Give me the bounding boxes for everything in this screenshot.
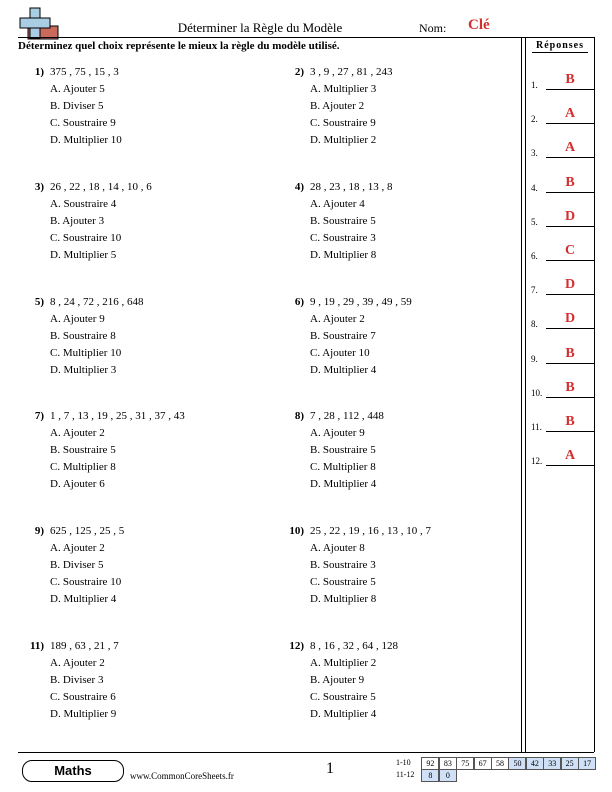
footer-divider xyxy=(18,752,594,753)
name-label: Nom: xyxy=(419,21,447,35)
worksheet-title: Déterminer la Règle du Modèle xyxy=(177,20,343,35)
option-d: D. Ajouter 6 xyxy=(50,478,105,490)
answer-number: 3. xyxy=(531,148,538,159)
option-c: C. Soustraire 5 xyxy=(310,576,376,588)
option-b: B. Ajouter 2 xyxy=(310,100,365,112)
option-d: D. Multiplier 4 xyxy=(310,478,377,490)
option-a: A. Multiplier 2 xyxy=(310,657,377,669)
question-1 xyxy=(22,64,262,154)
answer-number: 5. xyxy=(531,216,538,227)
question-7 xyxy=(22,408,262,498)
answer-line xyxy=(546,465,594,466)
score-row xyxy=(396,769,596,781)
question-sequence: 1 , 7 , 13 , 19 , 25 , 31 , 37 , 43 xyxy=(50,410,185,422)
question-number: 2) xyxy=(294,66,304,78)
option-b: B. Soustraire 8 xyxy=(50,330,116,342)
question-5 xyxy=(22,294,262,384)
score-cell: 50 xyxy=(508,757,526,770)
answer-line xyxy=(546,294,594,295)
answer-value: A xyxy=(564,448,576,464)
option-c: C. Soustraire 10 xyxy=(50,576,122,588)
answer-number: 9. xyxy=(531,353,538,364)
answer-number: 2. xyxy=(531,114,538,125)
option-b: B. Diviser 3 xyxy=(50,674,104,686)
subject-badge: Maths xyxy=(22,760,124,782)
option-a: A. Ajouter 2 xyxy=(310,313,365,325)
option-d: D. Multiplier 10 xyxy=(50,134,122,146)
question-sequence: 189 , 63 , 21 , 7 xyxy=(50,640,119,652)
score-cell: 75 xyxy=(456,757,474,770)
instructions: Déterminez quel choix représente le mieux la règle du modèle utilisé. xyxy=(18,40,340,52)
option-list xyxy=(310,425,376,493)
question-sequence: 7 , 28 , 112 , 448 xyxy=(310,410,384,422)
question-4 xyxy=(282,179,522,269)
question-number: 12) xyxy=(289,640,304,652)
answer-number: 1. xyxy=(531,80,538,90)
option-c: C. Soustraire 9 xyxy=(50,117,116,129)
option-c: C. Ajouter 10 xyxy=(310,347,370,359)
answer-row-9 xyxy=(531,346,597,366)
option-c: C. Multiplier 10 xyxy=(50,347,122,359)
option-d: D. Multiplier 3 xyxy=(50,364,117,376)
option-list xyxy=(50,81,122,149)
answer-row-4 xyxy=(531,175,597,195)
score-cell: 58 xyxy=(491,757,509,770)
option-list xyxy=(50,311,121,379)
answer-value: B xyxy=(565,72,575,87)
answer-line xyxy=(546,328,594,329)
score-cell: 67 xyxy=(474,757,492,770)
question-number: 7) xyxy=(34,410,44,422)
answer-number: 7. xyxy=(531,285,538,296)
answer-line xyxy=(546,123,594,124)
question-number: 11) xyxy=(29,640,44,652)
question-number: 8) xyxy=(294,410,304,422)
answer-line xyxy=(546,192,594,193)
option-d: D. Multiplier 2 xyxy=(310,134,377,146)
score-cell: 42 xyxy=(526,757,544,770)
option-c: C. Soustraire 9 xyxy=(310,117,376,129)
answer-value: B xyxy=(565,414,575,429)
option-b: B. Soustraire 3 xyxy=(310,559,376,571)
option-b: B. Ajouter 9 xyxy=(310,674,365,686)
score-cell: 92 xyxy=(421,757,439,770)
score-cell: 25 xyxy=(561,757,579,770)
question-sequence: 625 , 125 , 25 , 5 xyxy=(50,525,125,537)
option-b: B. Soustraire 5 xyxy=(310,444,376,456)
option-list xyxy=(50,196,121,264)
option-b: B. Ajouter 3 xyxy=(50,215,105,227)
option-b: B. Diviser 5 xyxy=(50,100,104,112)
option-list xyxy=(50,540,121,608)
score-table xyxy=(396,757,596,781)
option-a: A. Ajouter 4 xyxy=(310,198,365,210)
question-2 xyxy=(282,64,522,154)
question-number: 1) xyxy=(34,66,44,78)
answer-row-3 xyxy=(531,140,597,160)
option-a: A. Ajouter 8 xyxy=(310,542,365,554)
answer-value: A xyxy=(564,106,576,122)
option-b: B. Soustraire 7 xyxy=(310,330,376,342)
option-d: D. Multiplier 4 xyxy=(50,593,117,605)
answer-row-10 xyxy=(531,380,597,400)
question-sequence: 375 , 75 , 15 , 3 xyxy=(50,66,119,78)
answer-line xyxy=(546,89,594,90)
question-sequence: 26 , 22 , 18 , 14 , 10 , 6 xyxy=(50,181,152,193)
option-a: A. Soustraire 4 xyxy=(50,198,117,210)
score-cell: 0 xyxy=(439,769,457,782)
option-list xyxy=(50,425,116,493)
question-8 xyxy=(282,408,522,498)
option-d: D. Multiplier 8 xyxy=(310,593,377,605)
score-cell: 33 xyxy=(543,757,561,770)
option-d: D. Multiplier 8 xyxy=(310,249,377,261)
question-sequence: 8 , 16 , 32 , 64 , 128 xyxy=(310,640,398,652)
question-sequence: 8 , 24 , 72 , 216 , 648 xyxy=(50,296,144,308)
option-a: A. Ajouter 5 xyxy=(50,83,105,95)
answer-row-2 xyxy=(531,106,597,126)
score-cell: 8 xyxy=(421,769,439,782)
score-row-label: 1-10 xyxy=(396,758,411,767)
option-d: D. Multiplier 4 xyxy=(310,708,377,720)
answer-row-7 xyxy=(531,277,597,297)
option-list xyxy=(310,540,376,608)
answer-value: B xyxy=(565,174,575,190)
answer-row-5 xyxy=(531,209,597,229)
option-list xyxy=(50,655,116,723)
answer-number: 8. xyxy=(531,319,538,330)
column-divider-inner xyxy=(525,37,526,752)
answer-line xyxy=(546,397,594,398)
answer-value: C xyxy=(564,243,576,258)
option-a: A. Ajouter 9 xyxy=(50,313,105,325)
answer-number: 12. xyxy=(531,456,543,467)
score-row xyxy=(396,757,596,769)
option-a: A. Ajouter 9 xyxy=(310,427,365,439)
answer-number: 10. xyxy=(531,387,543,398)
question-number: 6) xyxy=(294,296,304,308)
answer-row-6 xyxy=(531,243,597,263)
site-url: www.CommonCoreSheets.fr xyxy=(130,771,234,781)
answer-line xyxy=(546,226,594,227)
question-number: 3) xyxy=(34,181,44,193)
answer-number: 4. xyxy=(531,182,538,193)
answer-line xyxy=(546,260,594,261)
answer-number: 11. xyxy=(531,422,542,432)
question-10 xyxy=(282,523,522,613)
option-d: D. Multiplier 9 xyxy=(50,708,117,720)
answers-title: Réponses xyxy=(529,40,591,51)
answer-line xyxy=(546,363,594,364)
option-c: C. Multiplier 8 xyxy=(310,461,376,473)
score-row-label: 11-12 xyxy=(396,770,415,779)
answer-row-12 xyxy=(531,448,597,468)
answer-value: A xyxy=(564,140,576,156)
option-list xyxy=(310,311,376,379)
answer-line xyxy=(546,431,594,432)
question-sequence: 28 , 23 , 18 , 13 , 8 xyxy=(310,181,393,193)
question-number: 9) xyxy=(34,525,44,537)
question-sequence: 9 , 19 , 29 , 39 , 49 , 59 xyxy=(310,296,412,308)
question-sequence: 25 , 22 , 19 , 16 , 13 , 10 , 7 xyxy=(310,525,431,537)
answer-number: 6. xyxy=(531,251,538,261)
option-c: C. Soustraire 3 xyxy=(310,232,376,244)
option-a: A. Multiplier 3 xyxy=(310,83,377,95)
option-c: C. Soustraire 5 xyxy=(310,691,376,703)
option-b: B. Diviser 5 xyxy=(50,559,104,571)
score-cell: 83 xyxy=(439,757,457,770)
name-value: Clé xyxy=(468,17,490,33)
option-a: A. Ajouter 2 xyxy=(50,427,105,439)
option-list xyxy=(310,196,376,264)
header-divider xyxy=(18,37,594,38)
option-c: C. Multiplier 8 xyxy=(50,461,116,473)
option-list xyxy=(310,81,376,149)
answer-value: D xyxy=(564,311,576,327)
option-a: A. Ajouter 2 xyxy=(50,542,105,554)
answer-value: D xyxy=(564,208,576,224)
option-c: C. Soustraire 10 xyxy=(50,232,122,244)
question-number: 5) xyxy=(34,296,44,308)
option-a: A. Ajouter 2 xyxy=(50,657,105,669)
answer-line xyxy=(546,157,594,158)
page-number: 1 xyxy=(326,760,334,777)
answer-row-8 xyxy=(531,311,597,331)
option-b: B. Soustraire 5 xyxy=(310,215,376,227)
question-12 xyxy=(282,638,522,728)
question-3 xyxy=(22,179,262,269)
answer-value: B xyxy=(565,379,575,395)
question-number: 4) xyxy=(294,181,304,193)
answer-value: B xyxy=(565,345,575,361)
question-number: 10) xyxy=(289,525,304,537)
score-cell: 17 xyxy=(578,757,596,770)
answer-row-11 xyxy=(531,414,597,434)
answer-row-1 xyxy=(531,72,597,92)
question-9 xyxy=(22,523,262,613)
option-b: B. Soustraire 5 xyxy=(50,444,116,456)
option-c: C. Soustraire 6 xyxy=(50,691,116,703)
question-sequence: 3 , 9 , 27 , 81 , 243 xyxy=(310,66,393,78)
question-6 xyxy=(282,294,522,384)
option-d: D. Multiplier 5 xyxy=(50,249,117,261)
question-11 xyxy=(22,638,262,728)
option-list xyxy=(310,655,376,723)
option-d: D. Multiplier 4 xyxy=(310,364,377,376)
answer-value: D xyxy=(564,277,576,293)
